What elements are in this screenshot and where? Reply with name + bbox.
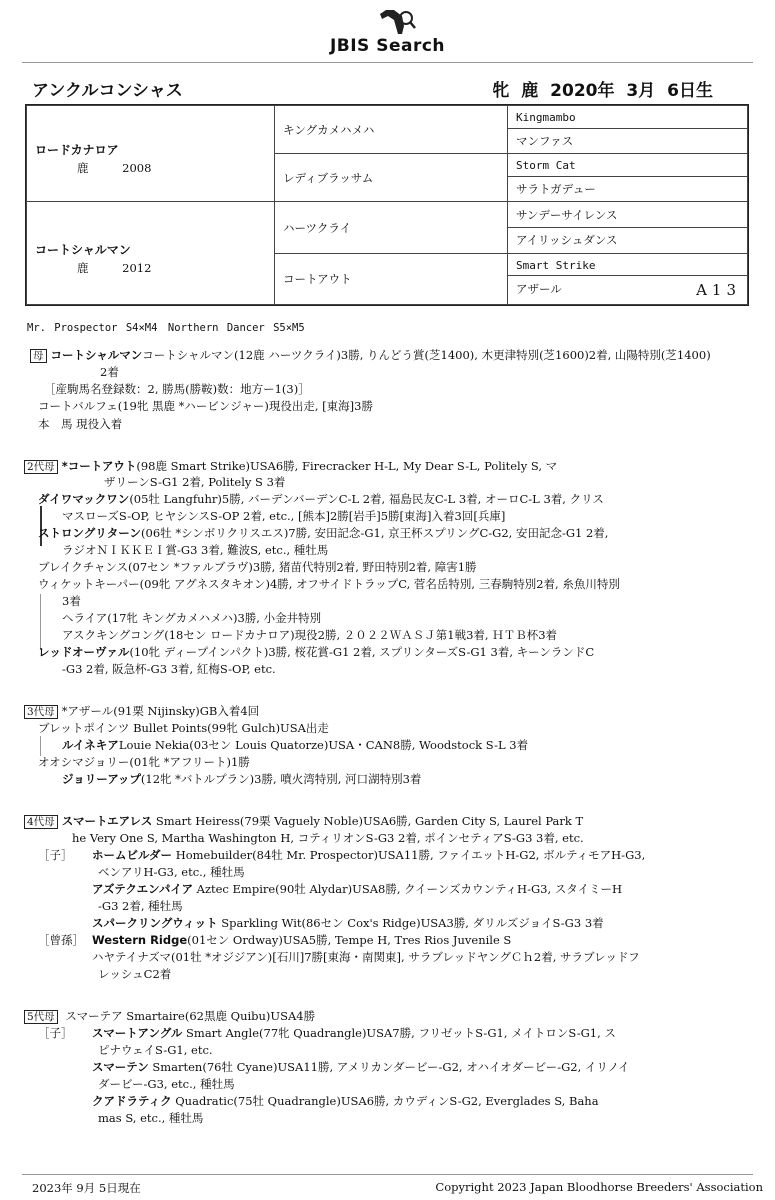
louie-link[interactable]: ルイネキア xyxy=(62,738,119,752)
gen5-line: 5代母 スマーテア Smartaire(62黒鹿 Quibu)USA4勝 xyxy=(24,1008,315,1025)
text-line: -G3 2着, 阪急杯-G3 3着, 紅梅S-OP, etc. xyxy=(62,662,276,676)
gen5-tag: 5代母 xyxy=(24,1010,58,1024)
text-line: he Very One S, Martha Washington H, コティリオンS-G3 2着, ポインセティアS-G3 3着, etc. xyxy=(72,831,584,845)
brave-line: ブレイクチャンス(07セン *ファルブラヴ)3勝, 猪苗代特別2着, 野田特別2着, 障害1勝 xyxy=(38,560,477,574)
child-label: ［子］ xyxy=(38,1026,73,1040)
brave-name[interactable]: ブレイクチャンス xyxy=(38,560,129,574)
great-grandparent-4[interactable]: サラトガデュー xyxy=(508,176,748,202)
text-line: 3着 xyxy=(62,594,81,608)
logo-text: JBIS Search xyxy=(329,36,446,56)
aztec-link[interactable]: アズテクエンパイア xyxy=(92,882,193,896)
grandparent-1[interactable]: キングカメハメハ xyxy=(275,106,508,154)
gen4-name[interactable]: スマートエアレス xyxy=(61,814,153,828)
homebuilder-link[interactable]: ホームビルダー xyxy=(92,848,173,862)
copyright: Copyright 2023 Japan Bloodhorse Breeders' Association xyxy=(435,1180,763,1194)
red-link[interactable]: レッドオーヴァル xyxy=(38,645,130,659)
text-line: アスクキングコング(18セン ロードカナロア)現役2勝, ２０２２ＷＡＳＪ第1戦3着, ＨＴＢ杯3着 xyxy=(62,628,558,642)
jolly-line: ジョリーアップ(12牝 *バトルプラン)3勝, 噴火湾特別, 河口湖特別3着 xyxy=(62,772,422,786)
western-line: Western Ridge(01セン Ordway)USA5勝, Tempe H, Tres Rios Juvenile S xyxy=(92,933,512,947)
jbis-logo[interactable] xyxy=(0,6,775,54)
dam-line xyxy=(30,347,711,364)
text-line: ヘライア(17牝 キングカメハメハ)3勝, 小金井特別 xyxy=(62,611,322,625)
great-grandparent-5[interactable]: サンデーサイレンス xyxy=(508,202,748,228)
smartangle-line: スマートアングル Smart Angle(77牝 Quadrangle)USA7勝, フリゼットS-G1, メイトロンS-G1, ス xyxy=(92,1026,616,1040)
gen3-line: 3代母 *アザール(91栗 Nijinsky)GB入着4回 xyxy=(24,703,259,720)
text-line: マスローズS-OP, ヒヤシンスS-OP 2着, etc., [熊本]2勝[岩手]5勝[東海]入着3回[兵庫] xyxy=(62,509,506,523)
text-line: ラジオＮＩＫＫＥＩ賞-G3 3着, 難波S, etc., 種牡馬 xyxy=(62,543,329,557)
aztec-line: アズテクエンパイア Aztec Empire(90牡 Alydar)USA8勝, クイーンズカウンティH-G3, スタイミーH xyxy=(92,882,623,896)
dam-color-year: 鹿 2012 xyxy=(77,260,152,275)
footer-divider xyxy=(22,1174,753,1175)
great-grandparent-7[interactable]: Smart Strike xyxy=(508,253,748,276)
dam-tag: 母 xyxy=(30,349,47,363)
great-grandparent-1[interactable]: Kingmambo xyxy=(508,106,748,129)
dam-name[interactable]: コートシャルマン xyxy=(35,242,131,257)
dam-link[interactable]: コートシャルマン xyxy=(50,348,143,362)
text-line: コートバルフェ(19牝 黒鹿 *ハービンジャー)現役出走, [東海]3勝 xyxy=(38,399,373,413)
title-row xyxy=(32,76,743,102)
family-bar xyxy=(40,736,41,756)
daiwa-line: ダイワマックワン(05牡 Langfuhr)5勝, バーデンバーデンC-L 2着, 福島民友C-L 3着, オーロC-L 3着, クリス xyxy=(38,492,604,506)
smarten-link[interactable]: スマーテン xyxy=(92,1060,149,1074)
western-link[interactable]: Western Ridge xyxy=(92,933,188,947)
wicket-name[interactable]: ウィケットキーパー xyxy=(38,577,140,591)
jolly-link[interactable]: ジョリーアップ xyxy=(62,772,141,786)
great-grandparent-8[interactable]: アザール A13 xyxy=(508,276,748,305)
sire-name[interactable]: ロードカナロア xyxy=(35,143,119,158)
strong-line: ストロングリターン(06牡 *シンボリクリスエス)7勝, 安田記念-G1, 京王杯スプリングC-G2, 安田記念-G1 2着, xyxy=(38,526,609,540)
as-of-date: 2023年 9月 5日現在 xyxy=(32,1181,141,1195)
great-grandparent-6[interactable]: アイリッシュダンス xyxy=(508,228,748,254)
family-code: A13 xyxy=(696,281,741,300)
grandparent-3[interactable]: ハーツクライ xyxy=(275,202,508,253)
gen3-tag: 3代母 xyxy=(24,705,58,719)
child-label: ［子］ xyxy=(38,848,73,862)
wicket-line: ウィケットキーパー(09牝 アグネスタキオン)4勝, オフサイドトラップC, 菅名岳特別, 三春駒特別2着, 糸魚川特別 xyxy=(38,577,620,591)
family-bar xyxy=(40,594,41,650)
pedigree-table xyxy=(25,104,749,306)
text-line: ブレットポインツ Bullet Points(99牝 Gulch)USA出走 xyxy=(38,721,329,735)
sire-color-year: 鹿 2008 xyxy=(77,161,152,176)
daiwa-link[interactable]: ダイワマックワン xyxy=(38,492,130,506)
text-line: レッシュC2着 xyxy=(98,967,172,981)
smartangle-link[interactable]: スマートアングル xyxy=(92,1026,183,1040)
text-line: ダービー-G3, etc., 種牡馬 xyxy=(98,1077,235,1091)
sparkling-line: スパークリングウィット Sparkling Wit(86セン Cox's Ridge)USA3勝, ダリルズジョイS-G3 3着 xyxy=(92,916,604,930)
gen4-line: 4代母 スマートエアレス Smart Heiress(79栗 Vaguely Noble)USA6勝, Garden City S, Laurel Park T xyxy=(24,813,583,830)
text-line: -G3 2着, 種牡馬 xyxy=(98,899,183,913)
text-line: ザリーンS-G1 2着, Politely S 3着 xyxy=(104,475,286,489)
dam-record: コートシャルマン(12鹿 ハーツクライ)3勝, りんどう賞(芝1400), 木更津特別(芝1600)2着, 山陽特別(芝1400) xyxy=(142,348,711,362)
inbreeding-info: Mr. Prospector S4×M4 Northern Dancer S5×M5 xyxy=(27,322,305,334)
red-line: レッドオーヴァル(10牝 ディープインパクト)3勝, 桜花賞-G1 2着, スプリンターズS-G1 3着, キーンランドC xyxy=(38,645,595,659)
horse-name: アンクルコンシャス xyxy=(32,81,183,101)
text-line: 2着 xyxy=(100,365,119,379)
sex-color-dob: 牝 鹿 2020年 3月 6日生 xyxy=(492,81,713,101)
grandparent-2[interactable]: レディブラッサム xyxy=(275,154,508,202)
quadratic-link[interactable]: クアドラティク xyxy=(92,1094,172,1108)
gen2-tag: 2代母 xyxy=(24,460,58,474)
text-line: mas S, etc., 種牡馬 xyxy=(98,1111,204,1125)
text-line: ［産駒馬名登録数：2, 勝馬(勝鞍)数：地方ー1(3)］ xyxy=(44,382,310,396)
text-line: オオシマジョリー(01牝 *アフリート)1勝 xyxy=(38,755,250,769)
gen4-tag: 4代母 xyxy=(24,815,58,829)
gen2-line: 2代母 *コートアウト(98鹿 Smart Strike)USA6勝, Firecracker H-L, My Dear S-L, Politely S, マ xyxy=(24,458,557,475)
grandparent-4[interactable]: コートアウト xyxy=(275,253,508,304)
header-divider xyxy=(22,62,753,63)
sire-cell xyxy=(27,106,275,202)
horse-logo-icon xyxy=(358,6,418,36)
grandchild-label: ［曾孫］ xyxy=(38,933,84,947)
strong-link[interactable]: ストロングリターン xyxy=(38,526,142,540)
dam-cell xyxy=(27,202,275,305)
louie-line: ルイネキアLouie Nekia(03セン Louis Quatorze)USA・CAN8勝, Woodstock S-L 3着 xyxy=(62,738,529,752)
homebuilder-line: ホームビルダー Homebuilder(84牡 Mr. Prospector)USA11勝, ファイエットH-G2, ボルティモアH-G3, xyxy=(92,848,646,862)
quadratic-line: クアドラティク Quadratic(75牡 Quadrangle)USA6勝, カウディンS-G2, Everglades S, Baha xyxy=(92,1094,599,1108)
text-line: ピナウェイS-G1, etc. xyxy=(98,1043,213,1057)
sparkling-link[interactable]: スパークリングウィット xyxy=(92,916,218,930)
great-grandparent-3[interactable]: Storm Cat xyxy=(508,154,748,177)
text-line: 本 馬 現役入着 xyxy=(38,417,123,431)
great-grandparent-2[interactable]: マンファス xyxy=(508,128,748,154)
text-line: ハヤテイナズマ(01牡 *オジジアン)[石川]7勝[東海・南関東], サラブレッドヤングＣｈ2着, サラブレッドフ xyxy=(92,950,640,964)
gen2-name[interactable]: *コートアウト xyxy=(61,459,137,473)
smarten-line: スマーテン Smarten(76牡 Cyane)USA11勝, アメリカンダービー-G2, オハイオダービー-G2, イリノイ xyxy=(92,1060,630,1074)
text-line: ベンアリH-G3, etc., 種牡馬 xyxy=(98,865,245,879)
